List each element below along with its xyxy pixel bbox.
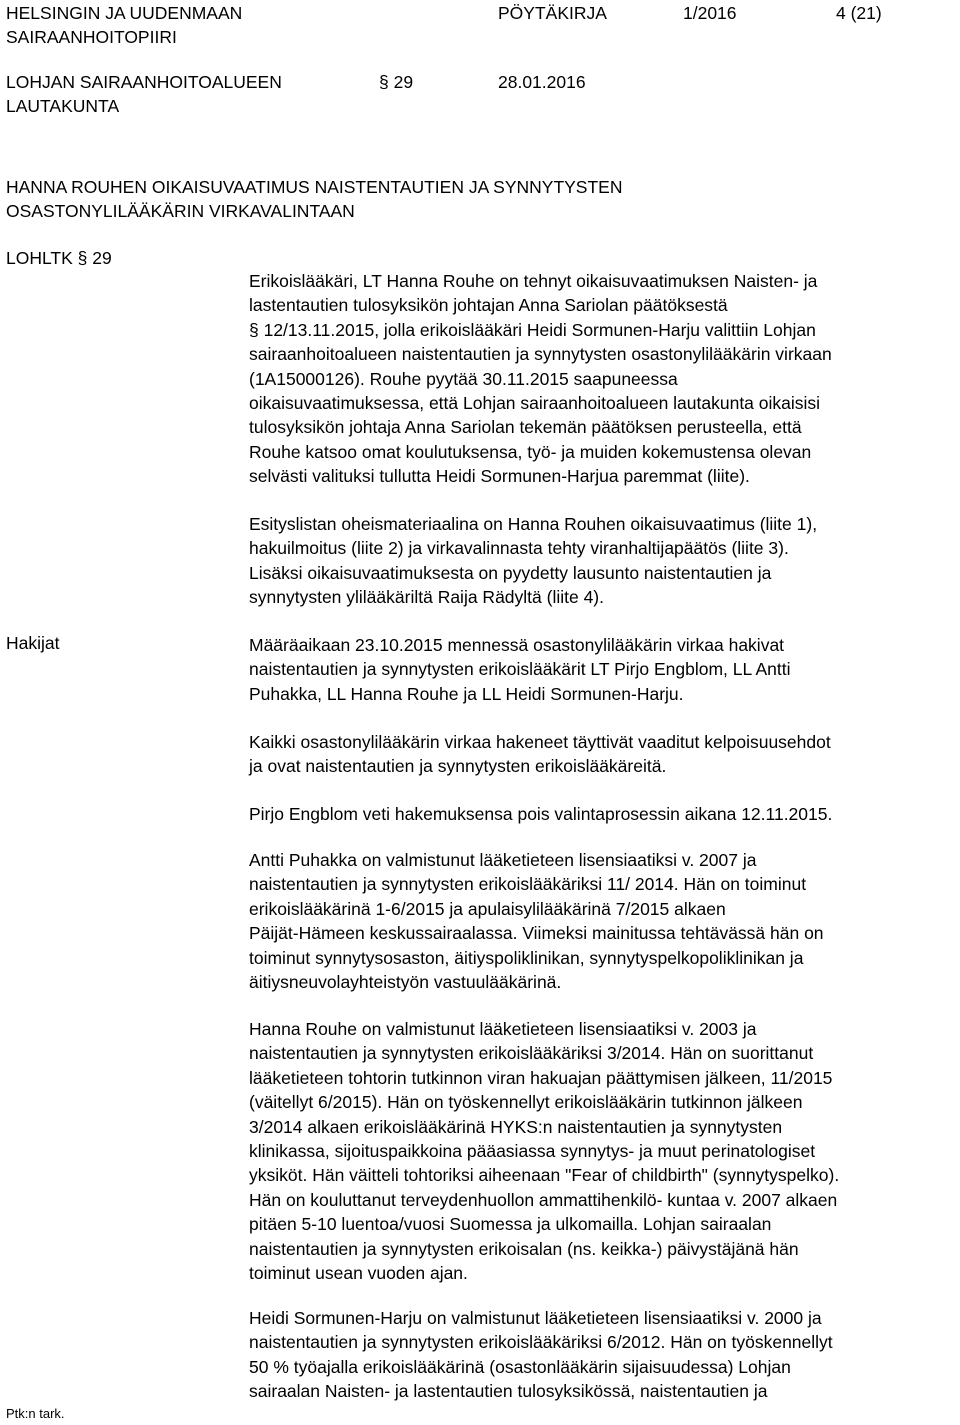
paragraph-line: tulosyksikön johtaja Anna Sariolan tekemän päätöksen perusteella, että bbox=[249, 417, 802, 438]
paragraph-line: lääketieteen tohtorin tutkinnon viran hakuajan päättymisen jälkeen, 11/2015 bbox=[249, 1067, 833, 1088]
paragraph-puhakka bbox=[249, 848, 955, 994]
section-reference: LOHLTK § 29 bbox=[6, 248, 112, 268]
paragraph-line: § 12/13.11.2015, jolla erikoislääkäri Heidi Sormunen-Harju valittiin Lohjan bbox=[249, 319, 816, 340]
paragraph-line: Kaikki osastonylilääkärin virkaa hakeneet täyttivät vaaditut kelpoisuusehdot bbox=[249, 732, 831, 752]
paragraph-line: Rouhe katsoo omat koulutuksensa, työ- ja muiden kokemustensa olevan bbox=[249, 441, 812, 462]
paragraph-hakijat bbox=[249, 633, 955, 706]
header-meeting-date: 28.01.2016 bbox=[498, 72, 586, 92]
paragraph-engblom bbox=[249, 802, 955, 826]
header-organization bbox=[6, 1, 242, 50]
document-title-line: OSASTONYLILÄÄKÄRIN VIRKAVALINTAAN bbox=[6, 201, 355, 222]
paragraph-line: Päijät-Hämeen keskussairaalassa. Viimeksi mainitussa tehtävässä hän on bbox=[249, 923, 824, 944]
document-title bbox=[6, 175, 622, 224]
header-document-number: 1/2016 bbox=[683, 3, 737, 23]
paragraph-line: naistentautien ja synnytysten erikoisalan (ns. keikka-) päivystäjänä hän bbox=[249, 1238, 799, 1259]
paragraph-line: Heidi Sormunen-Harju on valmistunut lääketieteen lisensiaatiksi v. 2000 ja bbox=[249, 1308, 822, 1328]
header-section: § 29 bbox=[379, 72, 414, 92]
paragraph-line: naistentautien ja synnytysten erikoislääkäriksi 6/2012. Hän on työskennellyt bbox=[249, 1332, 833, 1353]
paragraph-line: pitäen 5-10 luentoa/vuosi Suomessa ja ulkomailla. Lohjan sairaalan bbox=[249, 1214, 772, 1235]
header-committee bbox=[6, 70, 282, 119]
header-committee-line: LAUTAKUNTA bbox=[6, 96, 120, 117]
paragraph-line: Erikoislääkäri, LT Hanna Rouhe on tehnyt oikaisuvaatimuksen Naisten- ja bbox=[249, 271, 818, 291]
paragraph-line: (1A15000126). Rouhe pyytää 30.11.2015 saapuneessa bbox=[249, 368, 678, 389]
header-committee-line: LOHJAN SAIRAANHOITOALUEEN bbox=[6, 72, 282, 92]
paragraph-line: toiminut synnytysosaston, äitiyspoliklinikan, synnytyspelkopoliklinikan ja bbox=[249, 947, 804, 968]
paragraph-line: naistentautien ja synnytysten erikoislääkäriksi 3/2014. Hän on suorittanut bbox=[249, 1043, 814, 1064]
paragraph-line: selvästi valituksi tullutta Heidi Sormunen-Harjua paremmat (liite). bbox=[249, 466, 750, 487]
paragraph-line: Hanna Rouhe on valmistunut lääketieteen lisensiaatiksi v. 2003 ja bbox=[249, 1019, 757, 1039]
paragraph-line: Lisäksi oikaisuvaatimuksesta on pyydetty lausunto naistentautien ja bbox=[249, 562, 772, 583]
paragraph-line: (väitellyt 6/2015). Hän on työskennellyt erikoislääkärin tutkinnon jälkeen bbox=[249, 1092, 803, 1113]
footer-minutes-checker: Ptk:n tark. bbox=[6, 1406, 65, 1421]
paragraph-line: Määräaikaan 23.10.2015 mennessä osastonylilääkärin virkaa hakivat bbox=[249, 635, 785, 655]
paragraph-line: yksiköt. Hän väitteli tohtoriksi aiheenaan "Fear of childbirth" (synnytyspelko). bbox=[249, 1165, 840, 1186]
paragraph-line: klinikassa, sijoituspaikkoina pääasiassa synnytys- ja muut perinatologiset bbox=[249, 1140, 816, 1161]
side-label-hakijat: Hakijat bbox=[6, 633, 60, 653]
paragraph-line: sairaanhoitoalueen naistentautien ja synnytysten osastonylilääkärin virkaan bbox=[249, 344, 832, 365]
header-organization-line: HELSINGIN JA UUDENMAAN bbox=[6, 3, 243, 23]
paragraph-line: Pirjo Engblom veti hakemuksensa pois valintaprosessin aikana 12.11.2015. bbox=[249, 804, 833, 824]
paragraph-line: Puhakka, LL Hanna Rouhe ja LL Heidi Sormunen-Harju. bbox=[249, 683, 684, 704]
paragraph-sormunen-harju bbox=[249, 1306, 955, 1404]
paragraph-kelpoisuus bbox=[249, 730, 955, 779]
header-document-type: PÖYTÄKIRJA bbox=[498, 3, 607, 23]
paragraph-line: naistentautien ja synnytysten erikoislääkäriksi 11/ 2014. Hän on toiminut bbox=[249, 874, 807, 895]
paragraph-line: naistentautien ja synnytysten erikoislääkärit LT Pirjo Engblom, LL Antti bbox=[249, 659, 791, 680]
paragraph-line: Antti Puhakka on valmistunut lääketieteen lisensiaatiksi v. 2007 ja bbox=[249, 850, 757, 870]
paragraph-line: synnytysten ylilääkäriltä Raija Rädyltä (liite 4). bbox=[249, 587, 604, 608]
paragraph-line: 3/2014 alkaen erikoislääkärinä HYKS:n naistentautien ja synnytysten bbox=[249, 1116, 783, 1137]
paragraph-line: sairaalan Naisten- ja lastentautien tulosyksikössä, naistentautien ja bbox=[249, 1381, 768, 1402]
paragraph-line: erikoislääkärinä 1-6/2015 ja apulaisylilääkärinä 7/2015 alkaen bbox=[249, 898, 726, 919]
paragraph-line: Hän on kouluttanut terveydenhuollon ammattihenkilö- kuntaa v. 2007 alkaen bbox=[249, 1189, 838, 1210]
paragraph-line: äitiysneuvolayhteistyön vastuulääkärinä. bbox=[249, 971, 562, 992]
paragraph-line: Esityslistan oheismateriaalina on Hanna Rouhen oikaisuvaatimus (liite 1), bbox=[249, 514, 818, 534]
paragraph-line: 50 % työajalla erikoislääkärinä (osastonlääkärin sijaisuudessa) Lohjan bbox=[249, 1356, 791, 1377]
paragraph-rouhe bbox=[249, 1017, 955, 1285]
paragraph-line: hakuilmoitus (liite 2) ja virkavalinnasta tehty viranhaltijapäätös (liite 3). bbox=[249, 538, 789, 559]
paragraph-line: lastentautien tulosyksikön johtajan Anna Sariolan päätöksestä bbox=[249, 295, 728, 316]
header-page-number: 4 (21) bbox=[836, 3, 882, 23]
paragraph-line: toiminut usean vuoden ajan. bbox=[249, 1262, 468, 1283]
paragraph-line: oikaisuvaatimuksessa, että Lohjan sairaanhoitoalueen lautakunta oikaisisi bbox=[249, 392, 821, 413]
document-title-line: HANNA ROUHEN OIKAISUVAATIMUS NAISTENTAUTIEN JA SYNNYTYSTEN bbox=[6, 177, 623, 197]
header-organization-line: SAIRAANHOITOPIIRI bbox=[6, 27, 177, 48]
paragraph-oikaisuvaatimus bbox=[249, 269, 955, 489]
paragraph-line: ja ovat naistentautien ja synnytysten erikoislääkäreitä. bbox=[249, 756, 667, 777]
paragraph-oheismateriaali bbox=[249, 512, 955, 610]
